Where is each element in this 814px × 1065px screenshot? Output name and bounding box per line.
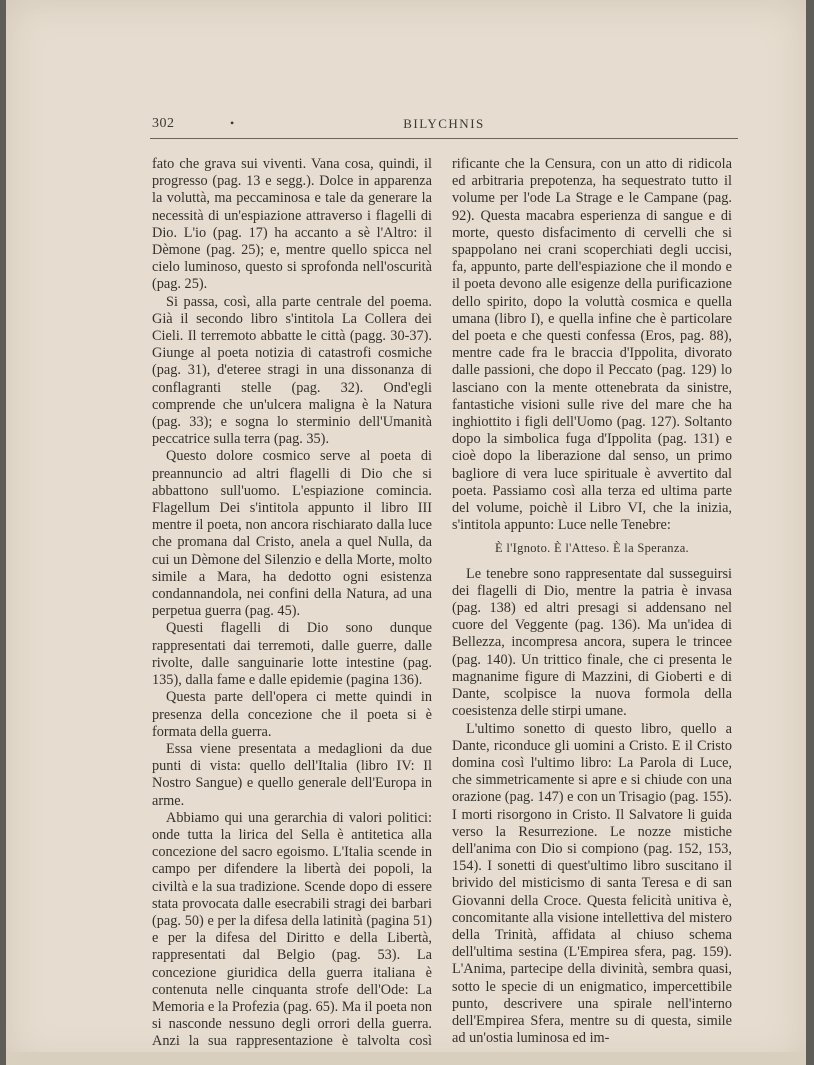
page-header <box>150 114 738 136</box>
paragraph: Essa viene presentata a medaglioni da due punti di vista: quello dell'Italia (libro IV: Il Nostro Sangue) e quello generale dell'Europa in arme. <box>152 740 432 809</box>
left-column <box>152 156 432 1050</box>
paragraph: fato che grava sui viventi. Vana cosa, quindi, il progresso (pag. 13 e segg.). Dolce in apparenza la voluttà, ma peccaminosa e tale da generare la necessità di un'espiazione attraverso i flagelli di Dio. L'io (pag. 17) ha accanto a sè l'Altro: il Dèmone (pag. 25); e, mentre quello spicca nel cielo luminoso, questo si sprofonda nell'oscurità (pag. 25). <box>152 156 432 293</box>
page-number: 302 <box>152 116 175 131</box>
right-column <box>452 156 732 1047</box>
page-bottom-edge <box>6 1052 806 1065</box>
paragraph: Abbiamo qui una gerarchia di valori politici: onde tutta la lirica del Sella è antitetica alla concezione del sacro egoismo. L'Italia scende in campo per difendere la libertà dei popoli, la civiltà e la sua tradizione. Scende dopo di essere stata provocata dalle esecrabili stragi dei barbari (pag. 50) e per la difesa della latinità (pagina 51) e per la difesa del Diritto e della Libertà, rappresentati dal Belgio (pag. 53). La concezione giuridica della guerra italiana è contenuta nelle cinquanta strofe dell'Ode: La Memoria e la Profezia (pag. 65). Ma il poeta non si nasconde nessuno degli orrori della guerra. Anzi la sua rappresentazione è talvolta così <box>152 809 432 1050</box>
paragraph: rificante che la Censura, con un atto di ridicola ed arbitraria prepotenza, ha sequestrato tutto il volume per l'ode La Strage e le Campane (pag. 92). Questa macabra esperienza di sangue e di morte, questo disfacimento di cervelli che si spappolano nei crani scoperchiati degli uccisi, fa, appunto, parte dell'espiazione che il mondo e il poeta devono alle esigenze della purificazione dello spirito, dopo la voluttà cosmica e quella umana (libro I), e quella infine che è particolare del poeta e che questi confessa (Eros, pag. 88), mentre cade fra le braccia d'Ippolita, divorato dalle passioni, che dopo il Peccato (pag. 129) lo lasciano con la mente ottenebrata da sinistre, fantastiche visioni sulle rive del mare che ha inghiottito i figli dell'Uomo (pag. 127). Soltanto dopo la simbolica fuga d'Ippolita (pag. 131) e cioè dopo la liberazione dal senso, un primo bagliore di vera luce spirituale è avvertito dal poeta. Passiamo così alla terza ed ultima parte del volume, poichè il Libro VI, che la inizia, s'intitola appunto: Luce nelle Tenebre: <box>452 156 732 534</box>
epigraph-line: È l'Ignoto. È l'Atteso. È la Speranza. <box>495 541 689 556</box>
paragraph: L'ultimo sonetto di questo libro, quello a Dante, riconduce gli uomini a Cristo. E il Cristo domina così l'ultimo libro: La Parola di Luce, che simmetricamente si apre e si chiude con una orazione (pag. 147) e con un Trisagio (pag. 155). I morti risorgono in Cristo. Il Salvatore li guida verso la Resurrezione. Le nozze mistiche dell'anima con Dio si compiono (pag. 152, 153, 154). I sonetti di quest'ultimo libro suscitano il brivido del misticismo di santa Teresa e di san Giovanni della Croce. Questa felicità unitiva è, concomitante alla visione intellettiva del mistero della Trinità, affidata al chiuso schema dell'ultima sestina (L'Empirea sfera, pag. 159). L'Anima, partecipe della divinità, sembra quasi, sotto le specie di un enigmatico, impercettibile punto, descrivere una spirale nell'interno dell'Empirea Sfera, mentre su di questa, simile ad un'ostia luminosa ed im- <box>452 720 732 1047</box>
paragraph: Questi flagelli di Dio sono dunque rappresentati dai terremoti, dalle guerre, dalle rivolte, dalle sanguinarie lotte intestine (pag. 135), dalla fame e dalle epidemie (pagina 136). <box>152 620 432 689</box>
running-head: BILYCHNIS <box>403 116 485 131</box>
paragraph: Questa parte dell'opera ci mette quindi in presenza della concezione che il poeta si è formata della guerra. <box>152 689 432 740</box>
header-rule <box>150 138 738 139</box>
header-ornament: • <box>230 116 235 130</box>
paragraph: Le tenebre sono rappresentate dal susseguirsi dei flagelli di Dio, mentre la patria è invasa (pag. 138) ed altri presagi si addensano nel cuore del Veggente (pag. 136). Ma un'idea di Bellezza, incompresa ancora, supera le trincee (pag. 140). Un trittico finale, che ci presenta le magnanime figure di Mazzini, di Gioberti e di Dante, scolpisce la nuova formola della coesistenza delle stirpi umane. <box>452 565 732 720</box>
book-page <box>6 0 806 1065</box>
paragraph: Questo dolore cosmico serve al poeta di preannuncio ad altri flagelli di Dio che si abbattono sull'uomo. L'espiazione comincia. Flagellum Dei s'intitola appunto il libro III mentre il poeta, non ancora rischiarato dalla luce che promana dal Cristo, anela a quel Nulla, da cui un Dèmone del Silenzio e della Morte, molto simile a Mara, ha dedotto ogni esistenza condannandola, nei confini della Natura, ad una perpetua guerra (pag. 45). <box>152 448 432 620</box>
paragraph: Si passa, così, alla parte centrale del poema. Già il secondo libro s'intitola La Collera dei Cieli. Il terremoto abbatte le città (pagg. 30-37). Giunge al poeta notizia di catastrofi cosmiche (pag. 31), d'eteree stragi in una dissonanza di conflagranti stelle (pag. 32). Ond'egli comprende che un'ulcera maligna è la Natura (pag. 33); e sogna lo sterminio dell'Umanità peccatrice sulla terra (pag. 35). <box>152 293 432 448</box>
